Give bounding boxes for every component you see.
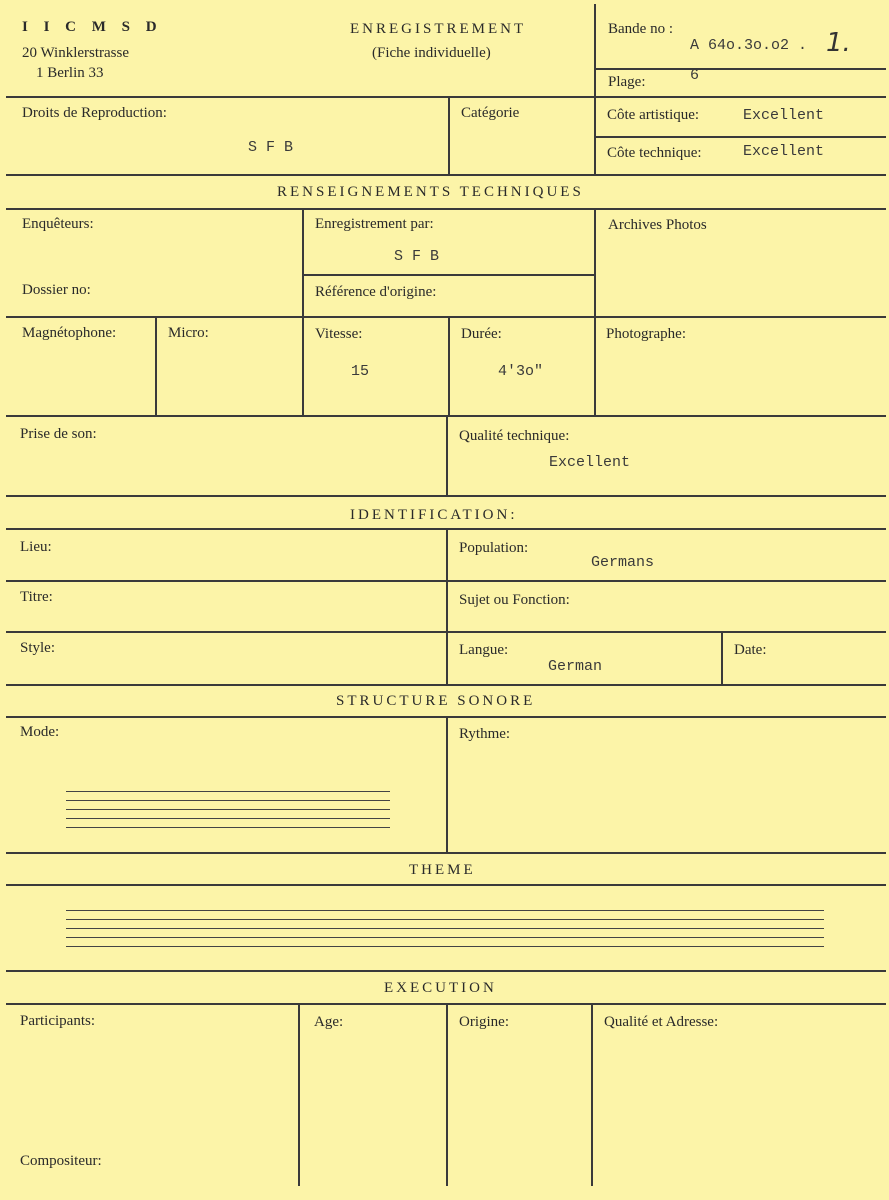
population-label: Population:: [459, 540, 529, 556]
qualite-technique-label: Qualité technique:: [459, 428, 570, 444]
address-line-1: 20 Winklerstrasse: [22, 45, 130, 61]
rule: [448, 316, 450, 415]
langue-label: Langue:: [459, 642, 509, 658]
rule: [446, 415, 448, 495]
archives-photos-label: Archives Photos: [608, 217, 707, 233]
categorie-label: Catégorie: [461, 105, 520, 121]
rule: [446, 716, 448, 852]
cote-technique-label: Côte technique:: [607, 145, 702, 161]
population-value: Germans: [591, 554, 655, 571]
rule: [6, 684, 886, 686]
origine-label: Origine:: [459, 1014, 509, 1030]
vitesse-value: 15: [351, 363, 370, 380]
rule: [6, 970, 886, 972]
rule: [298, 1003, 300, 1186]
droits-value: S F B: [248, 139, 294, 156]
mode-label: Mode:: [20, 724, 60, 740]
enregistrement-par-label: Enregistrement par:: [315, 216, 434, 232]
rule: [446, 528, 448, 684]
prise-de-son-label: Prise de son:: [20, 426, 97, 442]
cote-artistique-label: Côte artistique:: [607, 107, 700, 123]
form-title: ENREGISTREMENT: [350, 21, 527, 37]
qualite-adresse-label: Qualité et Adresse:: [604, 1014, 719, 1030]
micro-label: Micro:: [168, 325, 209, 341]
rule: [594, 136, 886, 138]
section-title-execution: EXECUTION: [384, 980, 497, 996]
bande-value: A 64o.3o.o2 .: [690, 37, 808, 54]
plage-value: 6: [690, 67, 700, 84]
vitesse-label: Vitesse:: [315, 326, 363, 342]
cote-technique-value: Excellent: [743, 143, 825, 160]
enqueteurs-label: Enquêteurs:: [22, 216, 94, 232]
rule: [594, 68, 886, 70]
rule: [302, 274, 594, 276]
titre-label: Titre:: [20, 589, 53, 605]
rule: [6, 852, 886, 854]
qualite-technique-value: Excellent: [549, 454, 631, 471]
magnetophone-label: Magnétophone:: [22, 325, 117, 341]
compositeur-label: Compositeur:: [20, 1153, 102, 1169]
enregistrement-par-value: S F B: [394, 248, 440, 265]
droits-label: Droits de Reproduction:: [22, 105, 167, 121]
rule: [721, 631, 723, 684]
rule: [594, 208, 596, 415]
section-title-technique: RENSEIGNEMENTS TECHNIQUES: [277, 184, 584, 200]
form-subtitle: (Fiche individuelle): [372, 45, 491, 61]
section-title-theme: THEME: [409, 862, 476, 878]
photographe-label: Photographe:: [606, 326, 686, 342]
langue-value: German: [548, 658, 603, 675]
rule: [6, 96, 886, 98]
section-title-identification: IDENTIFICATION:: [350, 507, 518, 523]
rule: [448, 96, 450, 174]
style-label: Style:: [20, 640, 56, 656]
rule: [302, 208, 304, 415]
section-title-structure: STRUCTURE SONORE: [336, 693, 536, 709]
rule: [591, 1003, 593, 1186]
duree-label: Durée:: [461, 326, 502, 342]
plage-label: Plage:: [608, 74, 646, 90]
rule: [594, 96, 596, 174]
bande-handwritten: 1.: [826, 28, 851, 58]
bande-label: Bande no :: [608, 21, 673, 37]
rule: [6, 174, 886, 176]
dossier-label: Dossier no:: [22, 282, 91, 298]
sujet-label: Sujet ou Fonction:: [459, 592, 570, 608]
reference-label: Référence d'origine:: [315, 284, 437, 300]
address-line-2: 1 Berlin 33: [36, 65, 104, 81]
duree-value: 4'3o": [498, 363, 544, 380]
rule: [6, 208, 886, 210]
rule: [6, 495, 886, 497]
date-label: Date:: [734, 642, 767, 658]
lieu-label: Lieu:: [20, 539, 52, 555]
cote-artistique-value: Excellent: [743, 107, 825, 124]
rule: [446, 1003, 448, 1186]
rythme-label: Rythme:: [459, 726, 511, 742]
rule: [155, 316, 157, 415]
org-logo: I I C M S D: [22, 19, 163, 35]
participants-label: Participants:: [20, 1013, 95, 1029]
age-label: Age:: [314, 1014, 344, 1030]
rule: [6, 316, 886, 318]
rule: [594, 4, 596, 96]
rule: [6, 884, 886, 886]
